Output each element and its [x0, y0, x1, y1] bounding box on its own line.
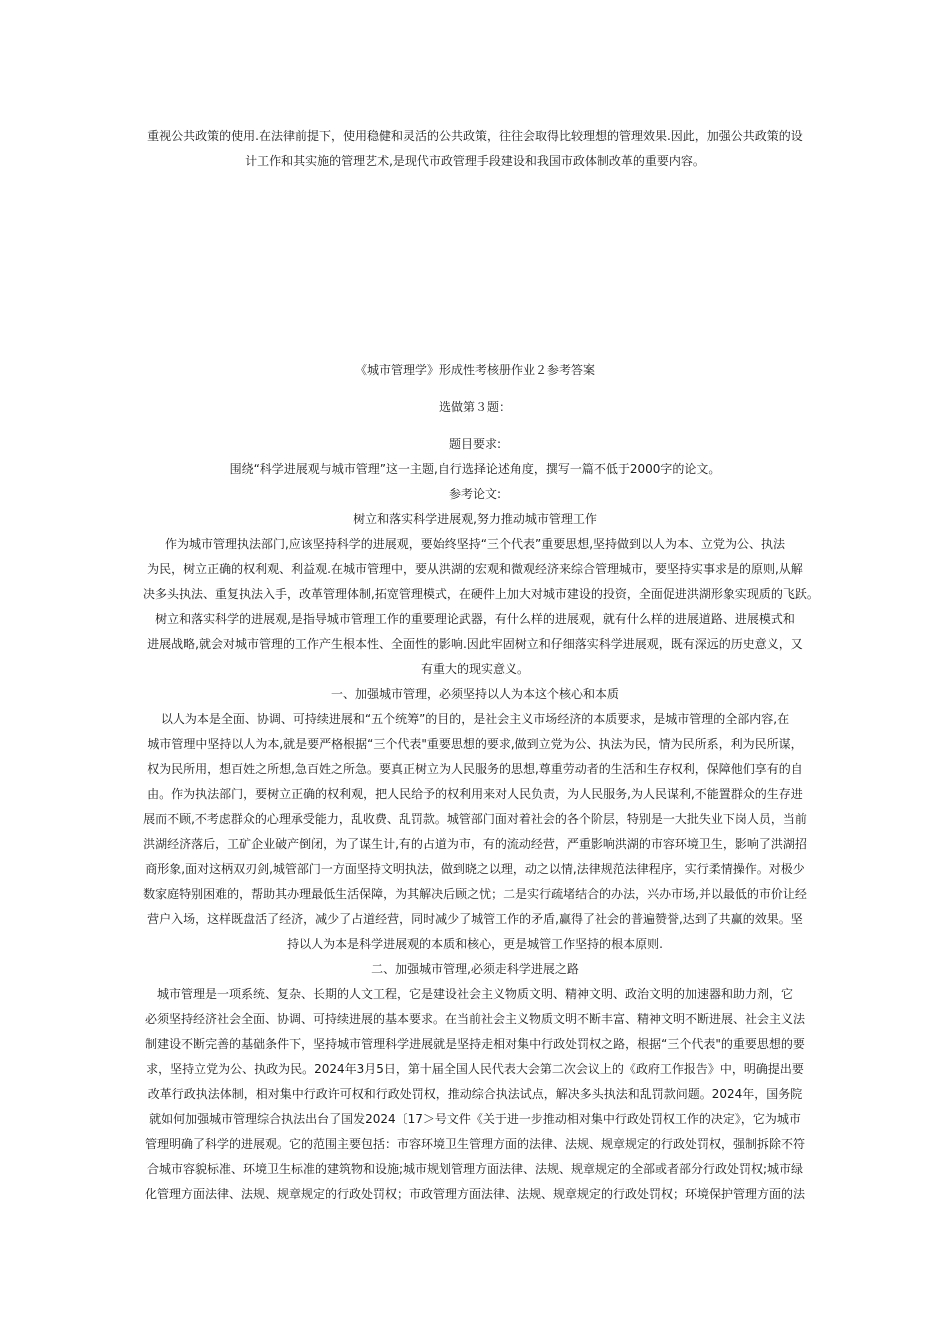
text-line: 决多头执法、重复执法入手，改革管理体制,拓宽管理模式，在硬件上加大对城市建设的投资，全面促进洪湖形象实现质的飞跃。 [143, 587, 819, 601]
document-title: 《城市管理学》形成性考核册作业２参考答案 [354, 363, 595, 377]
text-line: 营户入场，这样既盘活了经济，减少了占道经营，同时减少了城管工作的矛盾,赢得了社会的普遍赞誉,达到了共赢的效果。坚 [147, 912, 803, 926]
text-line: 化管理方面法律、法规、规章规定的行政处罚权；市政管理方面法律、法规、规章规定的行政处罚权；环境保护管理方面的法 [144, 1187, 805, 1201]
paragraph-1 [143, 532, 819, 607]
section-1-body [143, 707, 807, 957]
text-line: 由。作为执法部门，要树立正确的权利观，把人民给予的权利用来对人民负责，为人民服务,为人民谋利,不能置群众的生存进 [147, 787, 803, 801]
section-2-heading: 二、加强城市管理,必须走科学进展之路 [371, 962, 579, 976]
text-line: 进展战略,就会对城市管理的工作产生根本性、全面性的影响.因此牢固树立和仔细落实科学进展观，既有深远的历史意义，又 [147, 637, 803, 651]
text-line: 持以人为本是科学进展观的本质和核心，更是城管工作坚持的根本原则. [287, 937, 663, 951]
text-line: 城市管理是一项系统、复杂、长期的人文工程，它是建设社会主义物质文明、精神文明、政治文明的加速器和助力剂，它 [156, 987, 793, 1001]
text-line: 必须坚持经济社会全面、协调、可持续进展的基本要求。在当前社会主义物质文明不断丰富、精神文明不断进展、社会主义法 [144, 1012, 805, 1026]
text-line: 商形象,面对这柄双刃剑,城管部门一方面坚持文明执法，做到晓之以理，动之以情,法律规范法律程序，实行柔情操作。对极少 [145, 862, 805, 876]
requirement-text: 围绕“科学进展观与城市管理”这一主题,自行选择论述角度，撰写一篇不低于2000字的论文。 [229, 462, 721, 476]
text-line: 数家庭特别困难的，帮助其办理最低生活保障，为其解决后顾之忧；二是实行疏堵结合的办法，兴办市场,并以最低的市价让经 [143, 887, 807, 901]
paragraph-2 [143, 607, 807, 682]
text-line: 城市管理中坚持以人为本,就是要严格根据“三个代表"重要思想的要求,做到立党为公、执法为民，情为民所系，利为民所谋， [147, 737, 803, 751]
text-line: 展而不顾,不考虑群众的心理承受能力，乱收费、乱罚款。城管部门面对着社会的各个阶层，特别是一大批失业下岗人员，当前 [143, 812, 807, 826]
text-line: 就如何加强城市管理综合执法出台了国发2024〔17＞号文件《关于进一步推动相对集中行政处罚权工作的决定》，它为城市 [149, 1112, 801, 1126]
text-line: 改革行政执法体制，相对集中行政许可权和行政处罚权，推动综合执法试点，解决多头执法和乱罚款问题。2024年，国务院 [147, 1087, 803, 1101]
intro-paragraph [143, 124, 807, 174]
text-line: 权为民所用，想百姓之所想,急百姓之所急。要真正树立为人民服务的思想,尊重劳动者的生活和生存权利，保障他们享有的自 [147, 762, 803, 776]
essay-title: 树立和落实科学进展观,努力推动城市管理工作 [353, 512, 597, 526]
text-line: 作为城市管理执法部门,应该坚持科学的进展观，要始终坚持“三个代表”重要思想,坚持做到以人为本、立党为公、执法 [164, 537, 786, 551]
text-line: 求，坚持立党为公、执政为民。2024年3月5日，第十届全国人民代表大会第二次会议上的《政府工作报告》中，明确提出要 [146, 1062, 804, 1076]
text-line: 有重大的现实意义。 [420, 662, 529, 676]
text-line: 合城市容貌标准、环境卫生标准的建筑物和设施;城市规划管理方面法律、法规、规章规定的全部或者部分行政处罚权;城市绿 [146, 1162, 804, 1176]
section-1-heading: 一、加强城市管理，必须坚持以人为本这个核心和本质 [330, 687, 619, 701]
text-line: 树立和落实科学的进展观,是指导城市管理工作的重要理论武器，有什么样的进展观，就有什么样的进展道路、进展模式和 [155, 612, 795, 626]
text-line: 洪湖经济落后，工矿企业破产倒闭，为了谋生计,有的占道为市，有的流动经营，严重影响洪湖的市容环境卫生，影响了洪湖招 [143, 837, 807, 851]
main-content [143, 358, 819, 1207]
text-line: 为民，树立正确的权利观、利益观.在城市管理中，要从洪湖的宏观和微观经济来综合管理城市，要坚持实事求是的原则,从解 [147, 562, 803, 576]
requirement-label: 题目要求: [448, 437, 502, 451]
text-line: 管理明确了科学的进展观。它的范围主要包括：市容环境卫生管理方面的法律、法规、规章规定的行政处罚权，强制拆除不符 [144, 1137, 805, 1151]
text-line: 重视公共政策的使用.在法律前提下，使用稳健和灵活的公共政策，往往会取得比较理想的管理效果.因此，加强公共政策的设 [147, 129, 803, 143]
text-line: 计工作和其实施的管理艺术,是现代市政管理手段建设和我国市政体制改革的重要内容。 [245, 154, 705, 168]
text-line: 以人为本是全面、协调、可持续进展和“五个统筹”的目的，是社会主义市场经济的本质要求，是城市管理的全部内容,在 [160, 712, 790, 726]
question-label: 选做第３题： [438, 400, 511, 414]
text-line: 制建设不断完善的基础条件下，坚持城市管理科学进展就是坚持走相对集中行政处罚权之路，根据“三个代表"的重要思想的要 [145, 1037, 805, 1051]
section-2-body [143, 982, 807, 1207]
reference-label: 参考论文: [448, 487, 502, 501]
